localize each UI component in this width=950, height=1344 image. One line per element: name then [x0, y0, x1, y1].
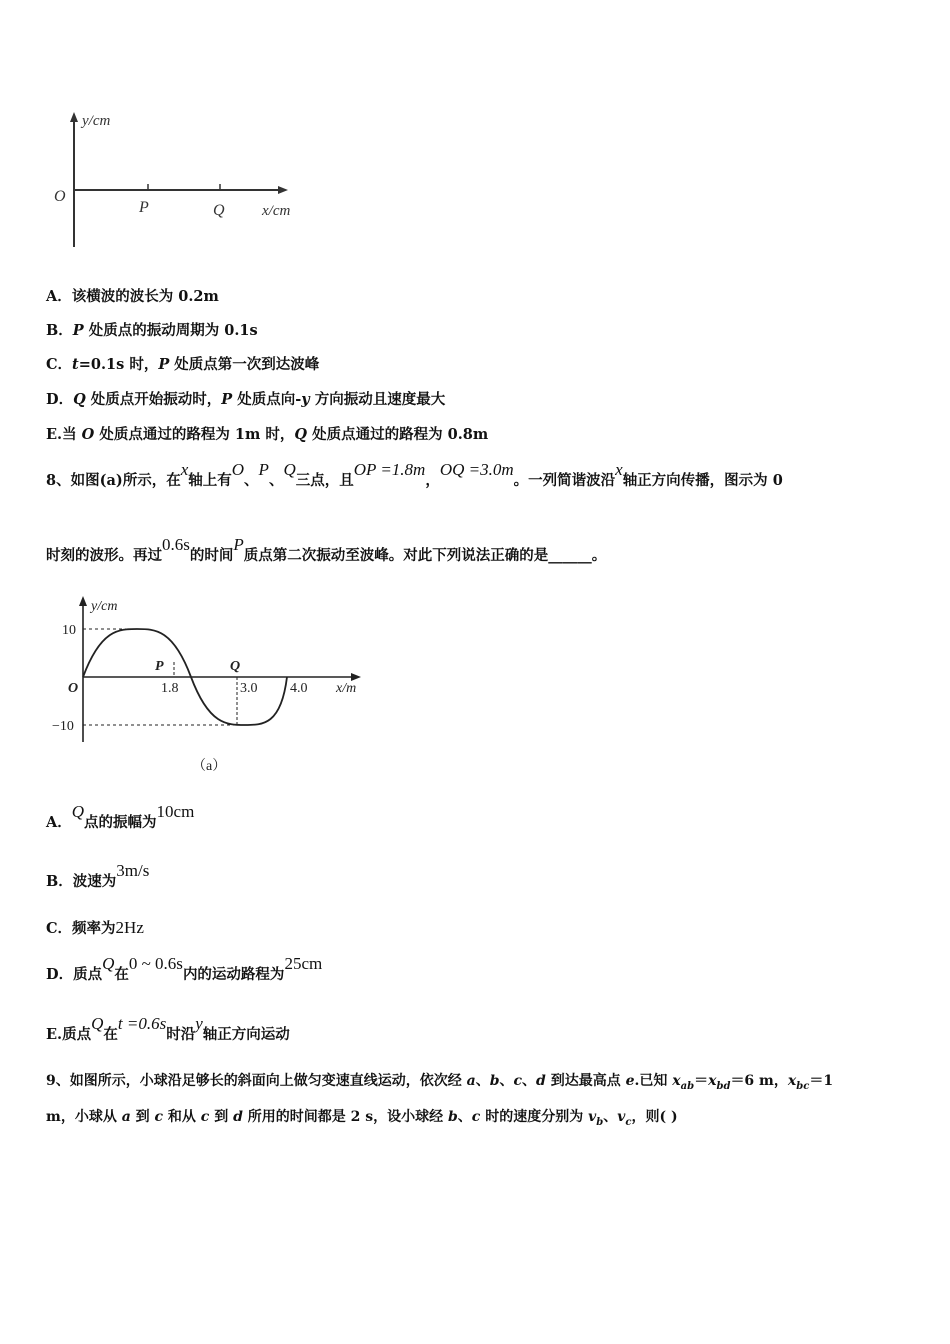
figure-wave-graph [40, 592, 380, 782]
fig1-q-label: Q [213, 202, 225, 219]
fig1-origin: O [54, 188, 66, 205]
q8-stem-line-1: 8、如图(a)所示，在x轴上有O、P、Q三点，且OP =1.8m，OQ =3.0m。一列简谐波沿x轴正方向传播，图示为 0 [46, 460, 783, 489]
q8-option-a: A．Q点的振幅为10cm [46, 802, 195, 831]
q7-option-c: C．t=0.1s 时，P 处质点第一次到达波峰 [46, 356, 320, 373]
x-axis-arrow [278, 186, 288, 194]
fig2-tick-3-0: 3.0 [240, 681, 258, 696]
fig1-x-label: x/cm [262, 203, 291, 219]
q8-option-d: D．质点Q在0 ~ 0.6s内的运动路程为25cm [46, 954, 323, 983]
x-axis-arrow [351, 673, 361, 681]
q7-option-d: D．Q 处质点开始振动时，P 处质点向-y 方向振动且速度最大 [46, 391, 446, 408]
fig2-tick-1-8: 1.8 [161, 681, 179, 696]
fig2-y-bottom: −10 [52, 719, 74, 734]
fig2-q-label: Q [230, 659, 241, 674]
fig2-tick-4-0: 4.0 [290, 681, 308, 696]
q7-option-a: A．该横波的波长为 0.2m [46, 288, 219, 305]
fig2-p-label: P [155, 659, 164, 674]
fig2-caption: （a） [192, 759, 227, 774]
q8-option-e: E.质点Q在t =0.6s时沿y轴正方向运动 [46, 1014, 290, 1043]
fig2-y-label: y/cm [91, 599, 118, 614]
figure-axes-sketch [40, 105, 320, 255]
fig1-p-label: P [139, 199, 149, 216]
q9-stem-line-1: 9、如图所示，小球沿足够长的斜面向上做匀变速直线运动，依次经 a、b、c、d 到达最高点 e.已知 $x_{ab}=x_{bd}=6$ m，$x_{bc}=1$ [46, 1073, 834, 1092]
fig2-y-top: 10 [62, 623, 76, 638]
q8-option-b: B．波速为3m/s [46, 861, 150, 890]
q7-option-e: E.当 O 处质点通过的路程为 1m 时，Q 处质点通过的路程为 0.8m [46, 426, 489, 443]
q8-option-c: C．频率为2Hz [46, 918, 144, 937]
fig2-x-label: x/m [336, 681, 357, 696]
y-axis-arrow [70, 112, 78, 122]
fig2-origin: O [68, 681, 79, 696]
q8-stem-line-2: 时刻的波形。再过0.6s的时间P质点第二次振动至波峰。对此下列说法正确的是______。 [46, 535, 607, 564]
y-axis-arrow [79, 596, 87, 606]
q7-option-b: B．P 处质点的振动周期为 0.1s [46, 322, 258, 339]
q9-stem-line-2: m，小球从 a 到 c 和从 c 到 d 所用的时间都是 2 s，设小球经 b、c 时的速度分别为 $v_b$、$v_c$，则( ) [46, 1109, 678, 1128]
fig1-y-label: y/cm [82, 113, 111, 129]
